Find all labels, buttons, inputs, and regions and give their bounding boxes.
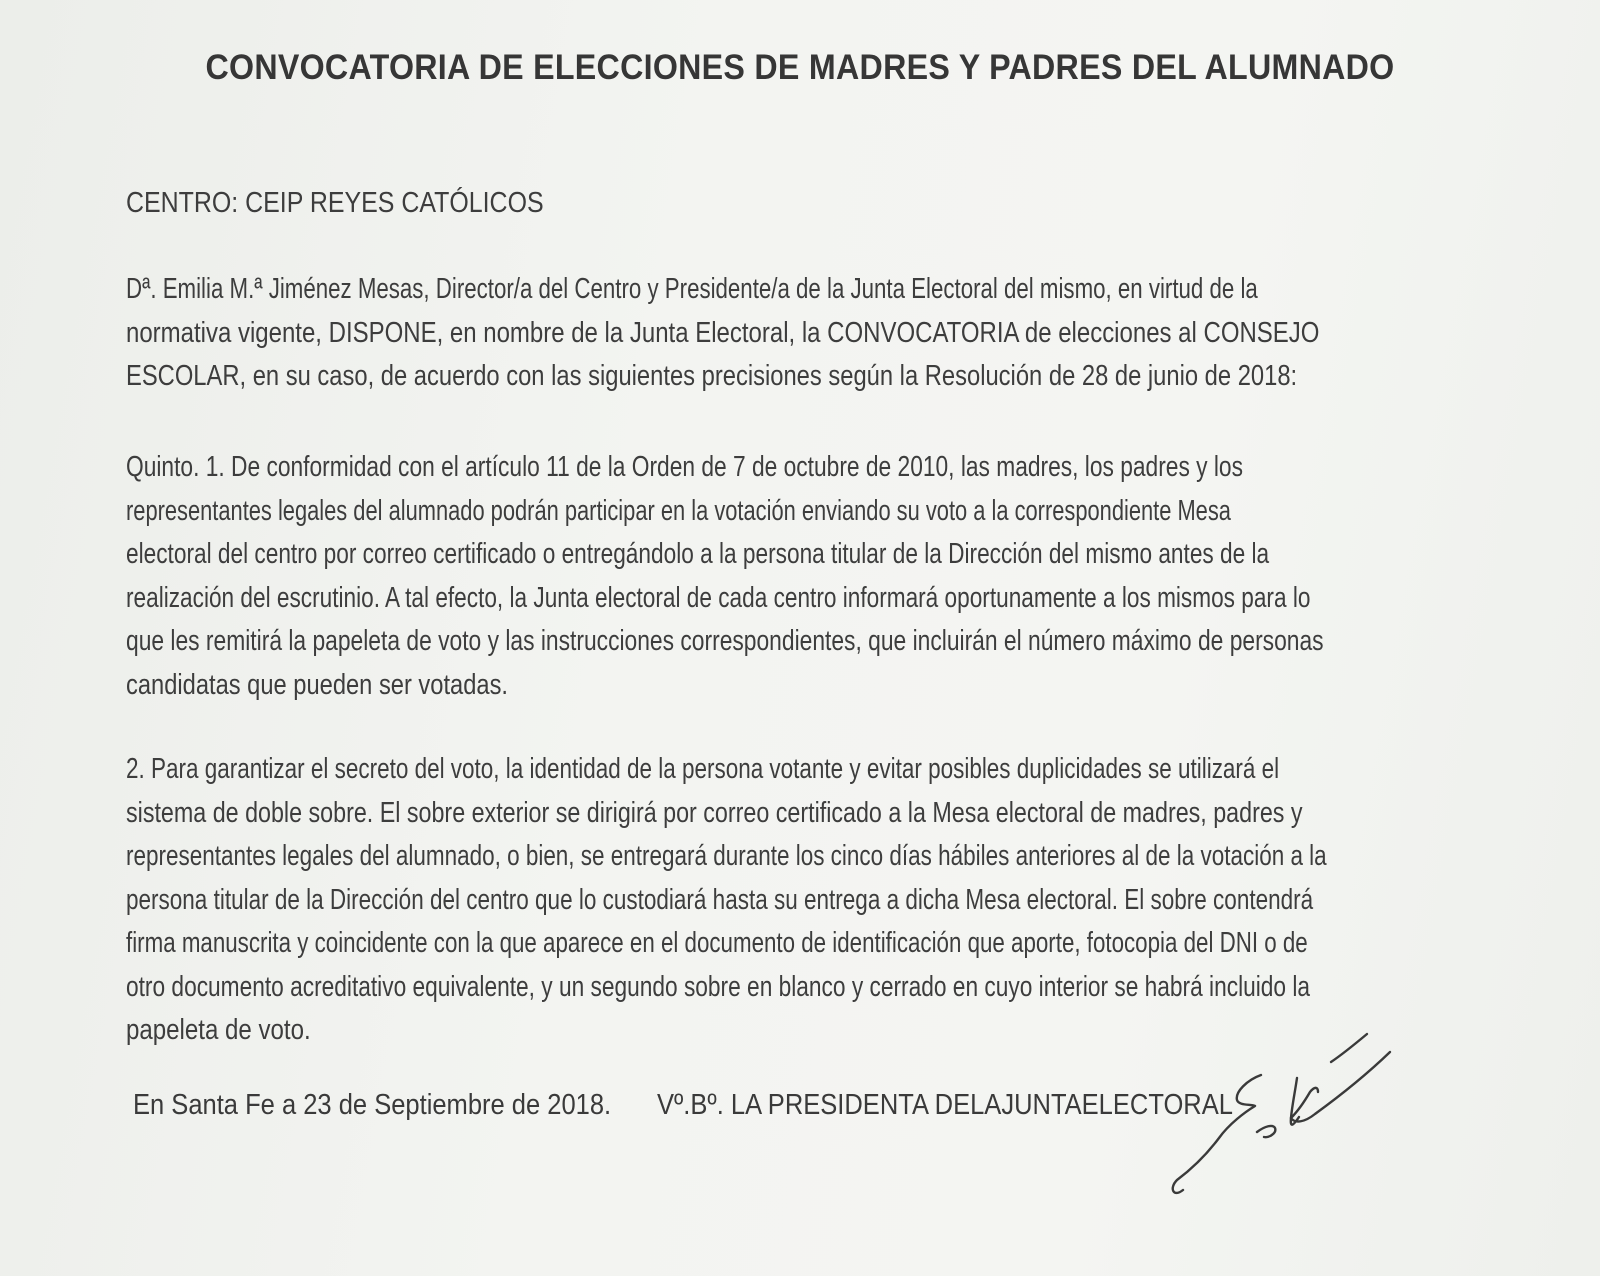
quinto-2-line: sistema de doble sobre. El sobre exterior se dirigirá por correo certificado a la Mesa electoral de madres, padres y <box>126 796 1303 829</box>
quinto-2-line: otro documento acreditativo equivalente, y un segundo sobre en blanco y cerrado en cuyo interior se habrá incluido la <box>126 970 1311 1003</box>
footer-line <box>133 1089 1233 1122</box>
quinto-1-paragraph <box>126 446 1446 707</box>
document-title: CONVOCATORIA DE ELECCIONES DE MADRES Y PADRES DEL ALUMNADO <box>205 48 1395 87</box>
quinto-2-line: papeleta de voto. <box>126 1014 311 1046</box>
vb-president-label: Vº.Bº. LA PRESIDENTA DELAJUNTAELECTORAL <box>656 1089 1233 1121</box>
quinto-1-line: representantes legales del alumnado podrán participar en la votación enviando su voto a la correspondiente Mesa <box>126 494 1231 527</box>
quinto-1-line: Quinto. 1. De conformidad con el artículo 11 de la Orden de 7 de octubre de 2010, las madres, los padres y los <box>126 451 1243 483</box>
quinto-1-line: que les remitirá la papeleta de voto y las instrucciones correspondientes, que incluirán el número máximo de personas <box>126 625 1324 657</box>
quinto-2-line: 2. Para garantizar el secreto del voto, la identidad de la persona votante y evitar posibles duplicidades se utilizará el <box>126 753 1280 785</box>
quinto-2-line: representantes legales del alumnado, o bien, se entregará durante los cinco días hábiles anteriores al de la votación a la <box>126 840 1327 872</box>
quinto-2-paragraph <box>126 748 1446 1053</box>
intro-line: Dª. Emilia M.ª Jiménez Mesas, Director/a del Centro y Presidente/a de la Junta Electoral del mismo, en virtud de la <box>126 273 1258 305</box>
centro-line <box>126 182 1446 226</box>
quinto-1-line: candidatas que pueden ser votadas. <box>126 668 509 701</box>
handwritten-signature <box>1165 1020 1435 1210</box>
quinto-1-line: realización del escrutinio. A tal efecto, la Junta electoral de cada centro informará oportunamente a los mismos para lo <box>126 581 1311 614</box>
intro-line: ESCOLAR, en su caso, de acuerdo con las siguientes precisiones según la Resolución de 28 de junio de 2018: <box>126 360 1298 392</box>
quinto-2-line: firma manuscrita y coincidente con la que aparece en el documento de identificación que aporte, fotocopia del DNI o de <box>126 927 1308 959</box>
quinto-1-line: electoral del centro por correo certificado o entregándolo a la persona titular de la Dirección del mismo antes de la <box>126 538 1270 570</box>
place-date: En Santa Fe a 23 de Septiembre de 2018. <box>133 1089 612 1121</box>
intro-paragraph <box>126 268 1446 399</box>
quinto-2-line: persona titular de la Dirección del centro que lo custodiará hasta su entrega a dicha Mesa electoral. El sobre contendrá <box>126 883 1314 916</box>
intro-line: normativa vigente, DISPONE, en nombre de la Junta Electoral, la CONVOCATORIA de elecciones al CONSEJO <box>126 316 1320 349</box>
centro-text: CENTRO: CEIP REYES CATÓLICOS <box>126 187 544 219</box>
